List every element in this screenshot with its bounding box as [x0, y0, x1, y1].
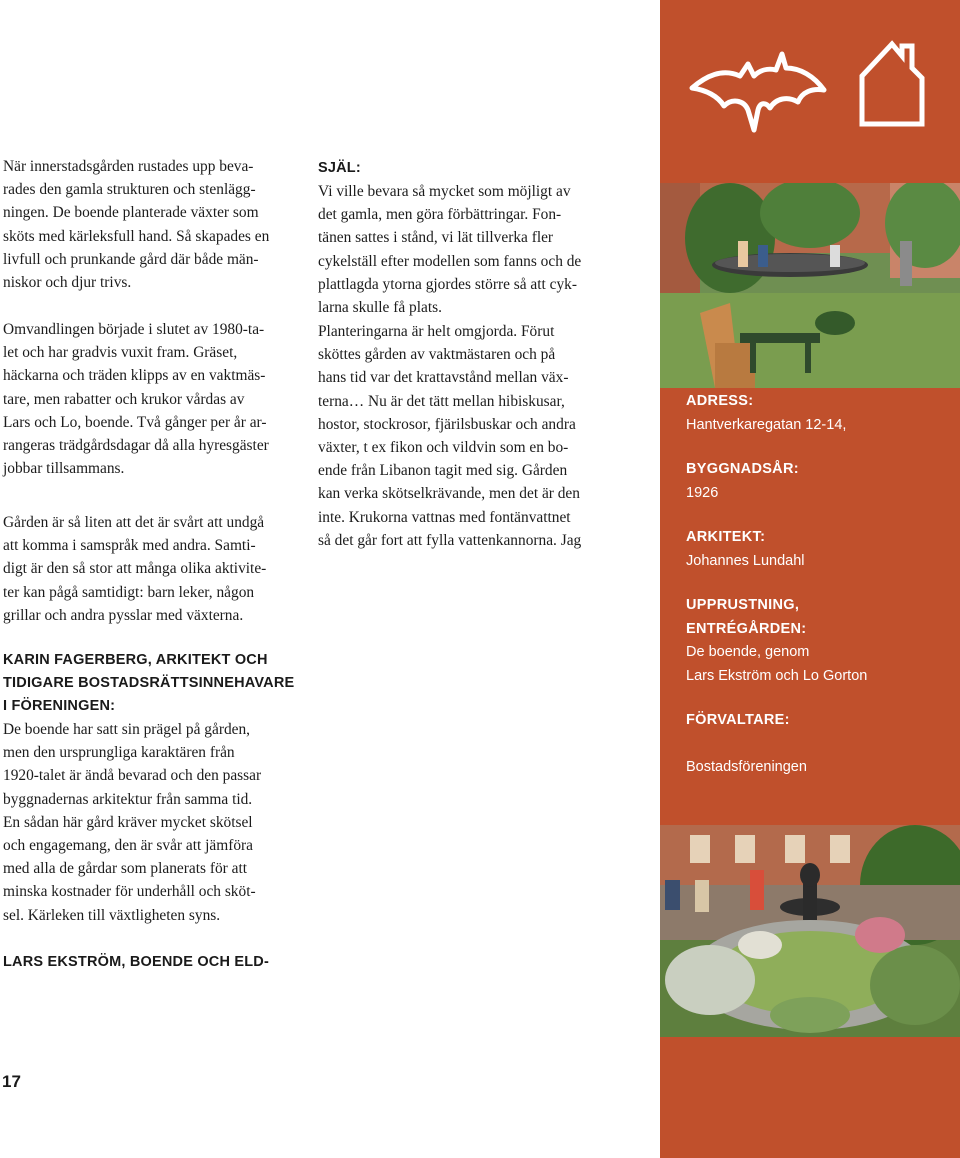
fact-year: BYGGNADSÅR: 1926	[686, 461, 799, 501]
karin-quote: De boende har satt sin prägel på gården, men den ursprungliga karaktären från 1920-talet är ändå bevarad och den passar byggnadernas arkitektur från samma tid. En sådan här gård kräver mycket skötsel och engagemang, den är svår att jämföra med alla de gårdar som planerats för att minska kostnader för underhåll och sköt- sel. Kärleken till växtligheten syns.	[3, 721, 262, 924]
lars-quote-1: Vi ville bevara så mycket som möjligt av det gamla, men göra förbättringar. Fon- tänen sattes i stånd, vi lät tillverka fler cykelställ efter modellen som fanns och de plattlagda ytorna gjordes större så att cyk- larna skulle få plats.	[318, 183, 582, 317]
fountain-garden-photo	[660, 825, 960, 1037]
fact-list	[686, 390, 946, 780]
lars-heading-continued: SJÄL:	[318, 160, 361, 176]
page-number: 17	[2, 1072, 21, 1091]
fact-architect: ARKITEKT: Johannes Lundahl	[686, 529, 805, 569]
house-icon	[856, 38, 928, 130]
interviewee-heading-lars: LARS EKSTRÖM, BOENDE OCH ELD-	[3, 954, 269, 970]
lars-quote-2: Planteringarna är helt omgjorda. Förut sköttes gården av vaktmästaren och på hans tid var det krattavstånd mellan väx- terna… Nu är det tätt mellan hibiskusar, hostor, stockrosor, fjärilsbuskar och andra växter, t ex fikon och vildvin som en bo- ende från Libanon tagit med sig. Gården kan verka skötselkrävande, men det är den inte. Krukorna vattnas med fontänvattnet så det går fort att fylla vattenkannorna. Jag	[318, 323, 582, 549]
size-paragraph: Gården är så liten att det är svårt att undgå att komma i samspråk med andra. Samti- digt är den så stor att många olika aktivite- ter kan pågå samtidigt: barn leker, någon grillar och andra pysslar med växterna.	[3, 514, 267, 624]
fact-manager: FÖRVALTARE: Bostadsföreningen	[686, 712, 807, 775]
courtyard-trampoline-photo	[660, 183, 960, 388]
fact-renovation: UPPRUSTNING, ENTRÉGÅRDEN: De boende, genom Lars Ekström och Lo Gorton	[686, 597, 868, 684]
history-paragraph: Omvandlingen började i slutet av 1980-ta- let och har gradvis vuxit fram. Gräset, häckarna och träden klipps av en vaktmäs- tare, men rabatter och krukor vårdas av Lars och Lo, boende. Två gånger per år ar- rangeras trädgårdsdagar då alla hyresgäster jobbar tillsammans.	[3, 321, 269, 478]
bat-icon	[688, 46, 828, 136]
interviewee-heading-karin: KARIN FAGERBERG, ARKITEKT OCH TIDIGARE BOSTADSRÄTTSINNEHAVARE I FÖRENINGEN:	[3, 652, 295, 715]
fact-sidebar	[660, 0, 960, 1158]
fact-address: ADRESS: Hantverkaregatan 12-14,	[686, 393, 847, 433]
intro-paragraph: När innerstadsgården rustades upp beva- rades den gamla strukturen och stenlägg- ningen. De boende planterade växter som sköts med kärleksfull hand. Så skapades en livfull och prunkande gård där både män- niskor och djur trivs.	[3, 158, 270, 292]
